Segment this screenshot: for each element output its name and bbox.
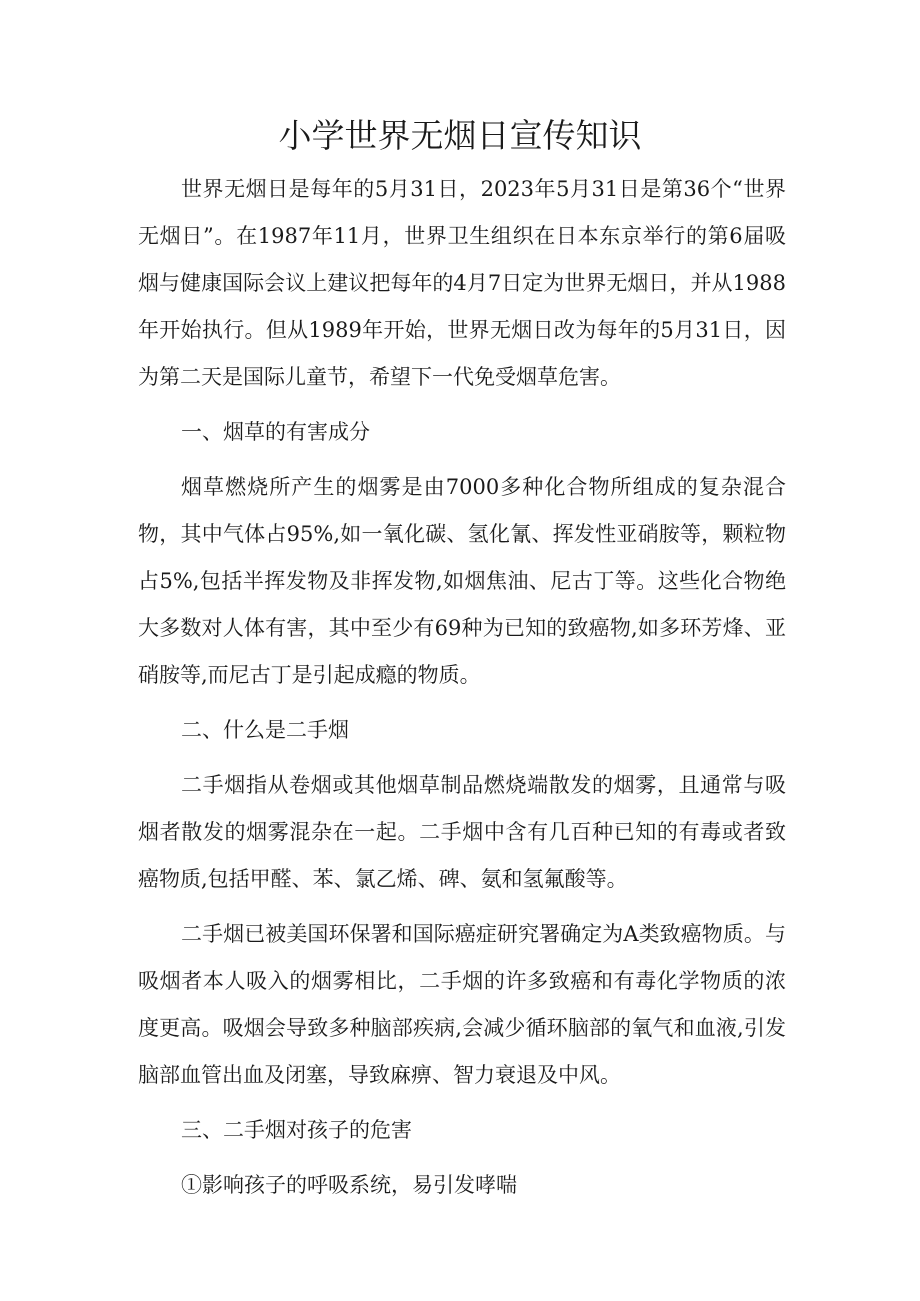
document-title: 小学世界无烟日宣传知识 — [278, 116, 642, 155]
section-heading-harmful-components: 一、烟草的有害成分 — [181, 420, 370, 444]
harmful-components-paragraph: 烟草燃烧所产生的烟雾是由7000多种化合物所组成的复杂混合物，其中气体占95%,如一氧化碳、氢化氰、挥发性亚硝胺等，颗粒物占5%,包括半挥发物及非挥发物,如烟焦油、尼古丁等。这些化合物绝大多数对人体有害，其中至少有69种为已知的致癌物,如多环芳烽、亚硝胺等,而尼古丁是引起成瘾的物质。 — [138, 475, 786, 687]
harm-to-children-item-1: ①影响孩子的呼吸系统，易引发哮喘 — [181, 1173, 517, 1197]
section-heading-secondhand-smoke: 二、什么是二手烟 — [181, 718, 349, 742]
secondhand-smoke-paragraph-2: 二手烟已被美国环保署和国际癌症研究署确定为A类致癌物质。与吸烟者本人吸入的烟雾相比，二手烟的许多致癌和有毒化学物质的浓度更高。吸烟会导致多种脑部疾病,会减少循环脑部的氧气和血液,引发脑部血管出血及闭塞，导致麻痹、智力衰退及中风。 — [138, 922, 786, 1087]
section-heading-harm-to-children: 三、二手烟对孩子的危害 — [181, 1118, 412, 1142]
secondhand-smoke-paragraph-1: 二手烟指从卷烟或其他烟草制品燃烧端散发的烟雾，且通常与吸烟者散发的烟雾混杂在一起。二手烟中含有几百种已知的有毒或者致癌物质,包括甲醛、苯、氯乙烯、碑、氨和氢氟酸等。 — [138, 773, 786, 891]
document-body — [138, 166, 786, 1209]
intro-paragraph: 世界无烟日是每年的5月31日，2023年5月31日是第36个“世界无烟日”。在1987年11月，世界卫生组织在日本东京举行的第6届吸烟与健康国际会议上建议把每年的4月7日定为世界无烟日，并从1988年开始执行。但从1989年开始，世界无烟日改为每年的5月31日，因为第二天是国际儿童节，希望下一代免受烟草危害。 — [138, 177, 786, 389]
